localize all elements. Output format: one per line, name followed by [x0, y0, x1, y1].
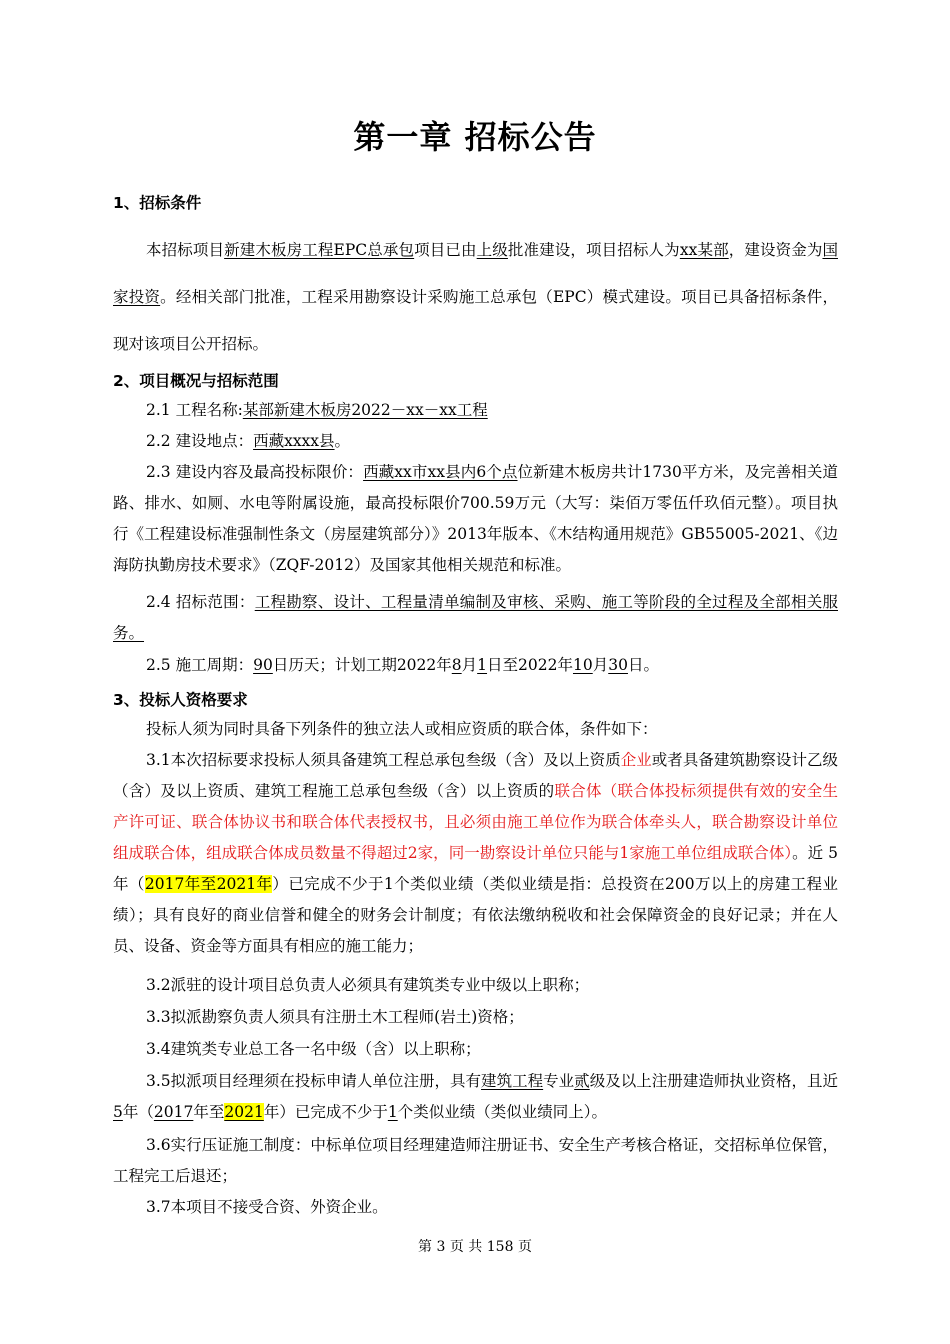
tender-scope: 工程勘察、设计、工程量清单编制及审核、采购、施工等阶段的全过程及全部相关服务。 — [113, 593, 838, 642]
text: 日历天；计划工期2022年 — [272, 656, 452, 674]
section-1-paragraph — [113, 227, 838, 368]
approver: 上级 — [476, 241, 508, 259]
chapter-title: 第一章 招标公告 — [353, 118, 597, 156]
total-pages: 158 — [486, 1239, 514, 1255]
page-number: 3 — [436, 1239, 446, 1255]
funding-source: 国家投资 — [113, 241, 838, 306]
end-month: 10 — [572, 656, 593, 674]
text: 年（ — [122, 1103, 154, 1121]
text: 专业 — [543, 1072, 575, 1090]
item-3-2: 3.2派驻的设计项目总负责人必须具有建筑类专业中级以上职称； — [146, 976, 590, 994]
section-1-heading: 1、招标条件 — [113, 194, 202, 212]
text: 日至2022年 — [487, 656, 573, 674]
requirements-intro: 投标人须为同时具备下列条件的独立法人或相应资质的联合体，条件如下： — [146, 720, 658, 738]
red-text: 企业 — [620, 751, 652, 769]
item-3-7: 3.7本项目不接受合资、外资企业。 — [146, 1198, 388, 1216]
item-3-4: 3.4建筑类专业总工各一名中级（含）以上职称； — [146, 1040, 481, 1058]
text: 月 — [461, 656, 478, 674]
text: 2.2 建设地点： — [146, 432, 254, 450]
text: 。经相关部门批准，工程采用勘察设计采购施工总承包（EPC）模式建设。项目已具备招标条件，现对该项目公开招标。 — [113, 288, 838, 353]
to-year-highlighted: 2021 — [224, 1103, 264, 1121]
section-3-heading: 3、投标人资格要求 — [113, 691, 248, 709]
text: 页 — [513, 1239, 532, 1255]
tenderer: xx某部 — [679, 241, 729, 259]
project-title: 某部新建木板房2022－xx－xx工程 — [242, 401, 488, 419]
item-2-1 — [113, 395, 838, 426]
text: 位新建木板房共计1730平方米，及完善相关道路、排水、如厕、水电等附属设施，最高投标限价700.59万元（大写：柒佰万零伍仟玖佰元整）。项目执行《工程建设标准强制性条文（房屋建筑部分）》2013年版本、《木结构通用规范》GB55005-2021、《边海防执勤房技术要求》（ZQF-2012）及国家其他相关规范和标准。 — [113, 463, 839, 574]
from-year: 2017 — [153, 1103, 194, 1121]
text: 批准建设，项目招标人为 — [507, 241, 680, 259]
text: 本招标项目 — [146, 241, 225, 259]
item-3-1 — [113, 745, 838, 962]
end-day: 30 — [608, 656, 628, 674]
text: 年至 — [193, 1103, 225, 1121]
text: 年）已完成不少于 — [263, 1103, 388, 1121]
start-month: 8 — [451, 656, 462, 674]
text: 第 — [418, 1239, 437, 1255]
text: 2.1 工程名称: — [146, 401, 243, 419]
item-2-4 — [113, 587, 838, 649]
text: 。 — [334, 432, 351, 450]
item-3-6: 3.6实行压证施工制度：中标单位项目经理建造师注册证书、安全生产考核合格证，交招标单位保管，工程完工后退还； — [113, 1136, 838, 1185]
years-count: 5 — [113, 1103, 123, 1121]
text: 个类似业绩（类似业绩同上）。 — [397, 1103, 607, 1121]
start-day: 1 — [477, 656, 488, 674]
text: 3.5拟派项目经理须在投标申请人单位注册，具有 — [146, 1072, 482, 1090]
highlighted-years: 2017年至2021年 — [144, 875, 273, 893]
text: 级及以上注册建造师执业资格，且近 — [589, 1072, 838, 1090]
item-3-3: 3.3拟派勘察负责人须具有注册土木工程师(岩土)资格； — [146, 1008, 524, 1026]
text: 月 — [592, 656, 609, 674]
period-days: 90 — [253, 656, 273, 674]
performance-count: 1 — [387, 1103, 398, 1121]
text: ）已完成不少于1个类似业绩（类似业绩是指：总投资在200万以上的房建工程业绩）；具有良好的商业信誉和健全的财务会计制度；有依法缴纳税收和社会保障资金的良好记录；并在人员、设备、资金等方面具有相应的施工能力； — [113, 875, 838, 955]
text: 项目已由 — [414, 241, 477, 259]
grade: 贰 — [574, 1072, 590, 1090]
project-name: 新建木板房工程EPC总承包 — [224, 241, 415, 259]
text: 。近 5 年（ — [113, 844, 838, 893]
major: 建筑工程 — [481, 1072, 544, 1090]
text: ，建设资金为 — [728, 241, 823, 259]
text: 或者具备建筑勘察设计乙级（含）及以上资质、建筑工程施工总承包叁级（含）以上资质的 — [113, 751, 838, 800]
text: 页 共 — [445, 1239, 487, 1255]
text: 2.4 招标范围： — [146, 593, 255, 611]
item-3-5 — [113, 1066, 838, 1128]
item-2-5 — [113, 650, 838, 681]
item-2-2 — [113, 426, 838, 457]
item-2-3 — [113, 457, 838, 581]
red-consortium-text: 联合体（联合体投标须提供有效的安全生产许可证、联合体协议书和联合体代表授权书，且必须由施工单位作为联合体牵头人，联合勘察设计单位组成联合体，组成联合体成员数量不得超过2家，同一勘察设计单位只能与1家施工单位组成联合体） — [113, 782, 838, 862]
construction-location: 西藏xx市xx县内6个点 — [363, 463, 518, 481]
text: 3.1本次招标要求投标人须具备建筑工程总承包叁级（含）及以上资质 — [146, 751, 621, 769]
section-2-heading: 2、项目概况与招标范围 — [113, 372, 279, 390]
text: 2.5 施工周期： — [146, 656, 254, 674]
page-footer — [0, 1236, 950, 1256]
text: 日。 — [627, 656, 659, 674]
construction-site: 西藏xxxx县 — [253, 432, 335, 450]
text: 2.3 建设内容及最高投标限价： — [146, 463, 364, 481]
